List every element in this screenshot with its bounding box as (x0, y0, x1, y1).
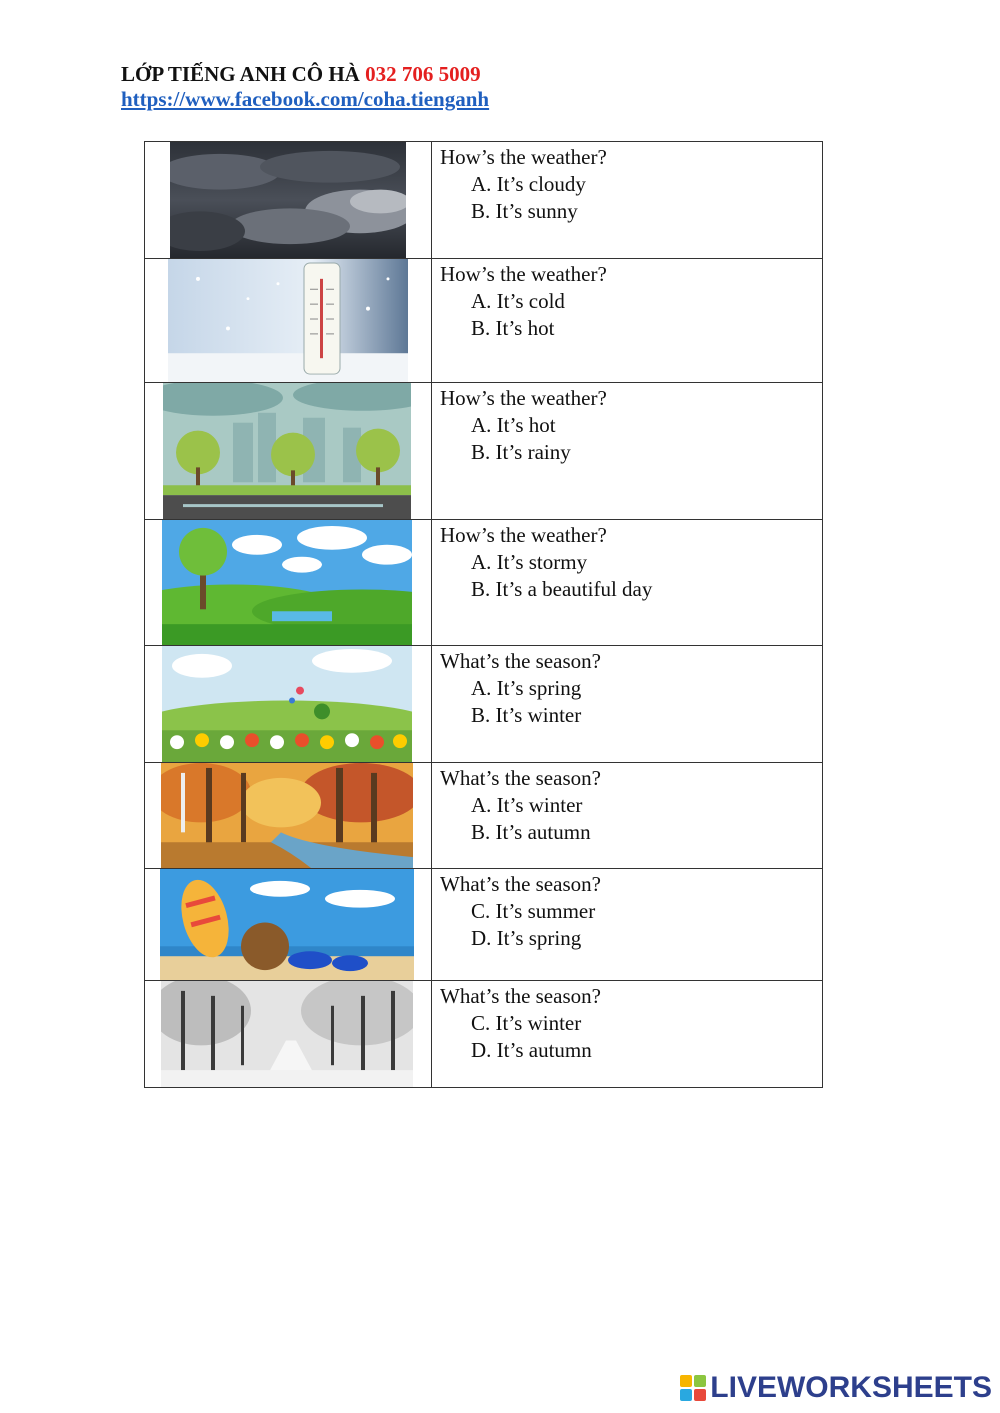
question-row (145, 981, 823, 1088)
option-a[interactable]: A. It’s stormy (471, 550, 588, 574)
rainy-city-park-image (163, 383, 411, 519)
header-title-line (121, 62, 489, 86)
option-b[interactable]: B. It’s hot (471, 316, 555, 340)
question-cell (432, 646, 823, 763)
question-cell (432, 981, 823, 1088)
question-text: What’s the season? (440, 872, 601, 896)
image-cell (145, 981, 432, 1088)
option-a[interactable]: A. It’s cloudy (471, 172, 586, 196)
image-cell (145, 142, 432, 259)
worksheet-table (144, 141, 823, 1088)
option-c[interactable]: C. It’s summer (471, 899, 596, 923)
question-text: How’s the weather? (440, 262, 607, 286)
question-row (145, 520, 823, 646)
image-cell (145, 259, 432, 383)
option-b[interactable]: B. It’s rainy (471, 440, 571, 464)
liveworksheets-logo[interactable] (680, 1371, 992, 1405)
question-cell (432, 259, 823, 383)
question-row (145, 259, 823, 383)
dark-storm-clouds-image (170, 142, 406, 258)
worksheet-header (121, 62, 489, 112)
brand-name: LIVEWORKSHEETS (710, 1371, 992, 1404)
option-b[interactable]: B. It’s autumn (471, 820, 591, 844)
question-cell (432, 869, 823, 981)
question-cell (432, 142, 823, 259)
option-a[interactable]: A. It’s hot (471, 413, 556, 437)
option-c[interactable]: C. It’s winter (471, 1011, 582, 1035)
question-text: How’s the weather? (440, 386, 607, 410)
question-cell (432, 520, 823, 646)
image-cell (145, 763, 432, 869)
image-cell (145, 383, 432, 520)
option-d[interactable]: D. It’s spring (471, 926, 582, 950)
question-text: What’s the season? (440, 766, 601, 790)
option-b[interactable]: B. It’s winter (471, 703, 582, 727)
question-row (145, 142, 823, 259)
sunny-green-hills-image (162, 520, 412, 645)
logo-grid-icon (680, 1375, 706, 1401)
phone-number: 032 706 5009 (365, 62, 481, 86)
option-b[interactable]: B. It’s sunny (471, 199, 578, 223)
option-a[interactable]: A. It’s winter (471, 793, 583, 817)
question-text: What’s the season? (440, 649, 601, 673)
summer-beach-flip-flops-image (160, 869, 414, 980)
option-d[interactable]: D. It’s autumn (471, 1038, 592, 1062)
image-cell (145, 520, 432, 646)
question-text: What’s the season? (440, 984, 601, 1008)
thermometer-in-snow-image (168, 259, 408, 382)
facebook-link[interactable]: https://www.facebook.com/coha.tienganh (121, 87, 490, 111)
question-row (145, 383, 823, 520)
image-cell (145, 646, 432, 763)
image-cell (145, 869, 432, 981)
question-cell (432, 763, 823, 869)
option-b[interactable]: B. It’s a beautiful day (471, 577, 653, 601)
header-title: LỚP TIẾNG ANH CÔ HÀ (121, 62, 360, 86)
autumn-forest-river-image (161, 763, 413, 868)
question-text: How’s the weather? (440, 523, 607, 547)
spring-flower-meadow-image (162, 646, 412, 762)
option-a[interactable]: A. It’s spring (471, 676, 582, 700)
snowy-winter-trees-image (161, 981, 413, 1087)
question-cell (432, 383, 823, 520)
question-row (145, 763, 823, 869)
question-text: How’s the weather? (440, 145, 607, 169)
option-a[interactable]: A. It’s cold (471, 289, 565, 313)
question-row (145, 869, 823, 981)
question-row (145, 646, 823, 763)
